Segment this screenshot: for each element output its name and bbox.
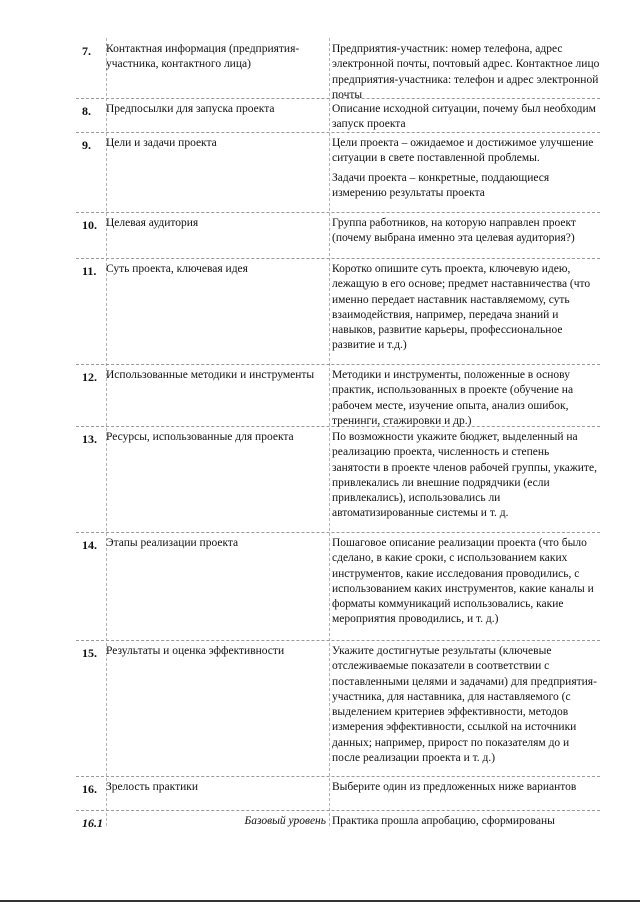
row-description: Группа работников, на которую направлен проект (почему выбрана именно эта целевая аудитория?): [332, 217, 576, 245]
row-number: 8.: [82, 104, 91, 118]
row-description: Пошаговое описание реализации проекта (что было сделано, в какие сроки, с использованием каких инструментов, какие исследования проводились, с использованием каких инструментов, какие каналы и форматы коммуникаций использовались, какие мероприятия проводились, и т. д.): [332, 537, 594, 626]
row-number: 7.: [82, 44, 91, 58]
table-row: [76, 778, 600, 811]
row-number: 16.: [82, 782, 97, 796]
row-number: 10.: [82, 218, 97, 232]
row-label: Базовый уровень: [244, 815, 326, 827]
table-row: [76, 40, 600, 99]
row-description: Практика прошла апробацию, сформированы: [332, 815, 555, 827]
table-row: [76, 534, 600, 641]
row-description: Методики и инструменты, положенные в основу практик, использованных в проекте (обучение на рабочем месте, изучение опыта, анализ ошибок, тренинги, стажировки и др.): [332, 369, 574, 427]
row-description: Цели проекта – ожидаемое и достижимое улучшение ситуации в свете поставленной проблемы.: [332, 137, 594, 165]
row-label: Целевая аудитория: [106, 217, 199, 229]
row-number: 12.: [82, 370, 97, 384]
row-label: Контактная информация (предприятия-участника, контактного лица): [106, 43, 300, 70]
row-number: 16.1: [82, 816, 103, 830]
row-description: По возможности укажите бюджет, выделенный на реализацию проекта, численность и степень занятости в проекте членов рабочей группы, укажите, привлекались ли внешние подрядчики (если привлекались), использовались ли автоматизированные системы и т. д.: [332, 431, 597, 520]
table-row: [76, 366, 600, 427]
row-label: Предпосылки для запуска проекта: [106, 103, 275, 115]
row-description: Коротко опишите суть проекта, ключевую идею, лежащую в его основе; предмет наставничества (что именно передает наставник наставляемому, суть взаимодействия, например, передача знаний и навыков, развитие карьеры, профессиональное развитие и т.д.): [332, 263, 591, 352]
row-description: Укажите достигнутые результаты (ключевые отслеживаемые показатели в соответствии с поставленными целями и задачами) для предприятия-участника, для наставника, для наставляемого (с выделением критериев эффективности, методов измерения эффективности, ссылкой на источники данных; например, прирост по показателям до и после реализации проекта и т. д.): [332, 645, 597, 765]
page-bottom-rule: [0, 900, 640, 902]
row-number: 11.: [82, 264, 97, 278]
row-label: Этапы реализации проекта: [106, 537, 239, 549]
table-row: [76, 812, 600, 830]
table-row: [76, 134, 600, 213]
table-row: [76, 214, 600, 259]
table-row: [76, 100, 600, 133]
row-label: Зрелость практики: [106, 781, 199, 793]
row-description-block: [332, 136, 600, 201]
row-label: Цели и задачи проекта: [106, 137, 217, 149]
row-description: Описание исходной ситуации, почему был необходим запуск проекта: [332, 103, 596, 131]
table-row: [76, 642, 600, 777]
row-number: 13.: [82, 432, 97, 446]
table-row: [76, 428, 600, 533]
table-row: [76, 260, 600, 365]
row-number: 14.: [82, 538, 97, 552]
row-number: 9.: [82, 138, 91, 152]
row-label: Использованные методики и инструменты: [106, 369, 315, 381]
row-label: Ресурсы, использованные для проекта: [106, 431, 294, 443]
row-label: Результаты и оценка эффективности: [106, 645, 285, 657]
row-description: Выберите один из предложенных ниже вариантов: [332, 781, 577, 793]
row-label: Суть проекта, ключевая идея: [106, 263, 248, 275]
row-description: Предприятия-участник: номер телефона, адрес электронной почты, почтовый адрес. Контактное лицо предприятия-участника: телефон и адрес электронной почты: [332, 43, 600, 101]
row-description-secondary: Задачи проекта – конкретные, поддающиеся измерению результаты проекта: [332, 171, 550, 199]
row-number: 15.: [82, 646, 97, 660]
